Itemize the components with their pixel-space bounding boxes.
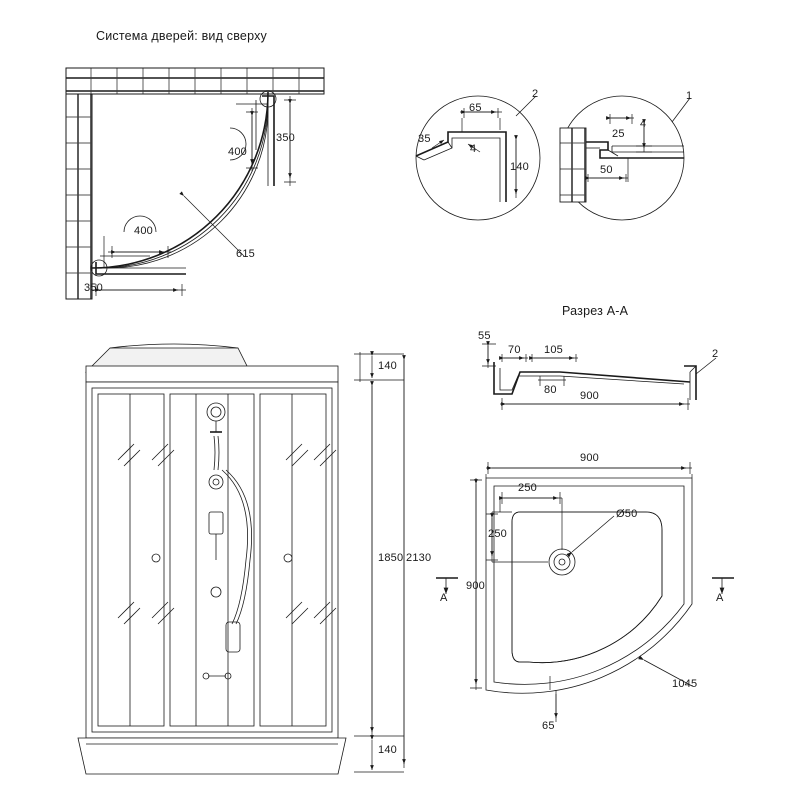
section-mark-right: А xyxy=(716,592,724,604)
dim-r615: 615 xyxy=(236,248,255,260)
tray-dim-900-top: 900 xyxy=(580,452,599,464)
detail2-dim-65: 65 xyxy=(469,102,482,114)
tray-dim-250-top: 250 xyxy=(518,482,537,494)
front-dim-1850: 1850 xyxy=(378,552,404,564)
front-dim-140-top: 140 xyxy=(378,360,397,372)
front-dim-2130: 2130 xyxy=(406,552,432,564)
section-mark-left: А xyxy=(440,592,448,604)
section-dim-900: 900 xyxy=(580,390,599,402)
dim-350-bottom: 350 xyxy=(84,282,103,294)
detail1-dim-50: 50 xyxy=(600,164,613,176)
section-dim-70: 70 xyxy=(508,344,521,356)
dim-350-right: 350 xyxy=(276,132,295,144)
section-dim-80: 80 xyxy=(544,384,557,396)
callout-detail-1-top: 1 xyxy=(686,90,693,102)
dim-400-left: 400 xyxy=(134,225,153,237)
tray-dim-250-left: 250 xyxy=(488,528,507,540)
tray-dim-1045: 1045 xyxy=(672,678,698,690)
section-dim-55: 55 xyxy=(478,330,491,342)
detail1-dim-25: 25 xyxy=(612,128,625,140)
section-dim-105: 105 xyxy=(544,344,563,356)
top-view-title: Система дверей: вид сверху xyxy=(96,29,267,43)
callout-detail-2-section: 2 xyxy=(712,348,719,360)
tray-dim-900-left: 900 xyxy=(466,580,485,592)
dim-400-right: 400 xyxy=(228,146,247,158)
front-dim-140-bottom: 140 xyxy=(378,744,397,756)
tray-drain-diameter: Ø50 xyxy=(616,508,638,520)
tray-dim-65: 65 xyxy=(542,720,555,732)
detail2-dim-4: 4 xyxy=(470,143,477,155)
callout-detail-2-top: 2 xyxy=(532,88,539,100)
detail1-dim-4: 4 xyxy=(640,118,647,130)
detail2-dim-140: 140 xyxy=(510,161,529,173)
section-title: Разрез А-А xyxy=(562,304,629,318)
detail2-dim-35: 35 xyxy=(418,133,431,145)
